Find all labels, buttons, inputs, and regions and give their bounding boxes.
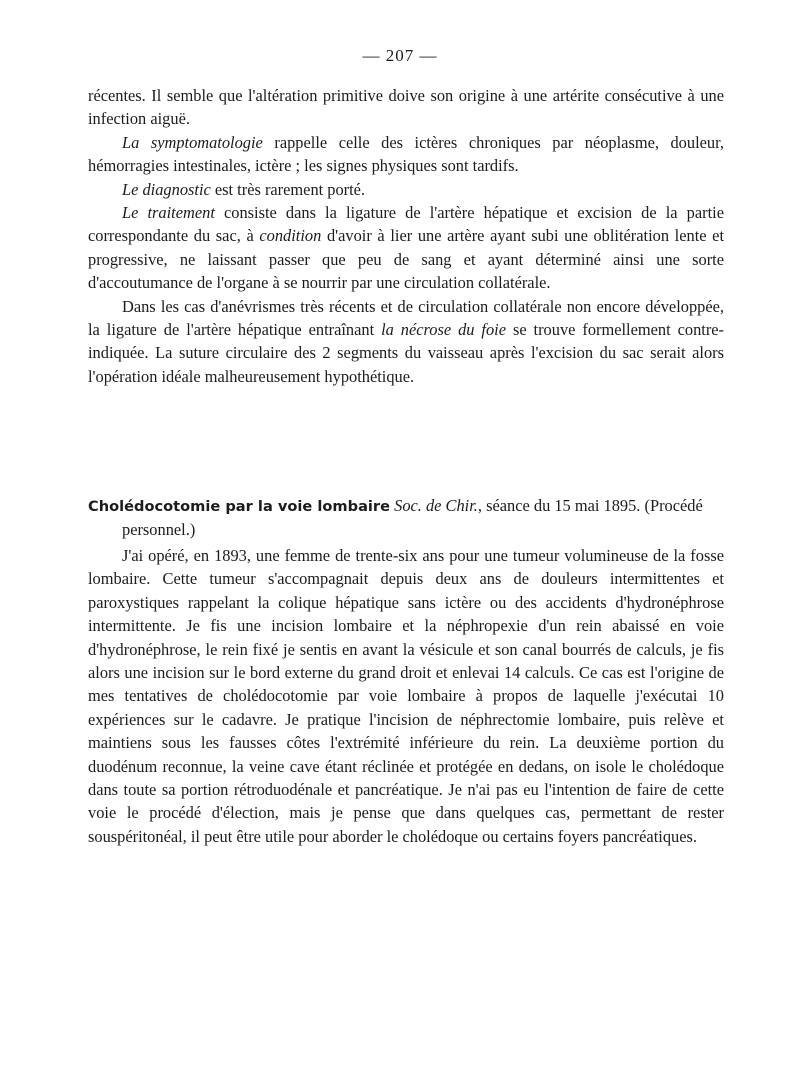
section-source: Soc. de Chir. <box>394 496 478 515</box>
paragraph-text: J'ai opéré, en 1893, une femme de trente-six ans pour une tumeur volumineuse de la fosse lombaire. Cette tumeur s'accompagnait depuis deux ans de douleurs intermittentes et paroxystiques rappelant la colique hépatique sans ictère ou des accidents d'hydronéphrose intermittente. Je fis une incision lombaire et la néphropexie d'un rein abaissé en voie d'hydronéphrose, le rein fixé je sentis en avant la vésicule et son canal bourrés de calculs, je fis alors une incision sur le bord externe du grand droit et enlevai 14 calculs. Ce cas est l'origine de mes tentatives de cholédocotomie par voie lombaire à propos de laquelle j'exécutai 10 expériences sur le cadavre. Je pratique l'incision de néphrectomie lombaire, puis relève et maintiens sous les fausses côtes l'extrémité inférieure du rein. La deuxième portion du duodénum reconnue, la veine cave étant réclinée et protégée en dedans, on isole le cholédoque dans toute sa portion rétroduodénale et pancréatique. Je n'ai pas eu l'intention de faire de cette voie le procédé d'élection, mais je pense que dans quelques cas, permettant de rester souspéritonéal, il peut être utile pour aborder le cholédoque ou certains foyers pancréatiques. <box>88 546 724 846</box>
section-source-details: , séance du 15 mai 1895. (Procédé personnel.) <box>122 496 703 540</box>
section-title: Cholédocotomie par la voie lombaire <box>88 498 391 515</box>
page-number: — 207 — <box>362 46 438 65</box>
paragraph-text: consiste dans la ligature de l'artère hépatique et excision de la partie correspondante du sac, à <box>88 203 724 246</box>
paragraph-text: Dans les cas d'anévrismes très récents et de circulation collatérale non encore développée, la ligature de l'artère hépatique entraînant <box>88 296 724 340</box>
paragraph-text: est très rarement porté. <box>210 179 366 199</box>
paragraph-diagnosis <box>88 178 724 201</box>
paragraph-text: d'avoir à lier une artère ayant subi une oblitération lente et progressive, ne laissant passer que peu de sang et ayant déterminé ainsi une sorte d'accoutumance de l'organe à se nourrir par une circulation collatérale. <box>88 226 725 293</box>
paragraph-aneurysm-cases <box>88 295 724 389</box>
italic-term: condition <box>259 226 322 246</box>
italic-term: Le traitement <box>122 203 215 223</box>
paragraph-treatment <box>88 201 724 295</box>
paragraph-symptomatology <box>88 131 724 178</box>
paragraph-continuation <box>88 84 724 131</box>
italic-term: la nécrose du foie <box>381 320 506 340</box>
section-heading <box>88 494 758 542</box>
italic-term: Le diagnostic <box>122 179 211 199</box>
bottom-section <box>88 544 724 848</box>
paragraph-case-report <box>88 544 724 848</box>
top-section <box>88 84 724 388</box>
paragraph-text: rappelle celle des ictères chroniques par néoplasme, douleur, hémorragies intestinales, ictère ; les signes physiques sont tardifs. <box>88 132 724 176</box>
italic-term: La symptomatologie <box>122 132 263 152</box>
paragraph-text: se trouve formellement contre-indiquée. La suture circulaire des 2 segments du vaisseau après l'excision du sac serait alors l'opération idéale malheureusement hypothétique. <box>88 320 725 386</box>
paragraph-text: récentes. Il semble que l'altération primitive doive son origine à une artérite consécutive à une infection aiguë. <box>88 86 724 129</box>
